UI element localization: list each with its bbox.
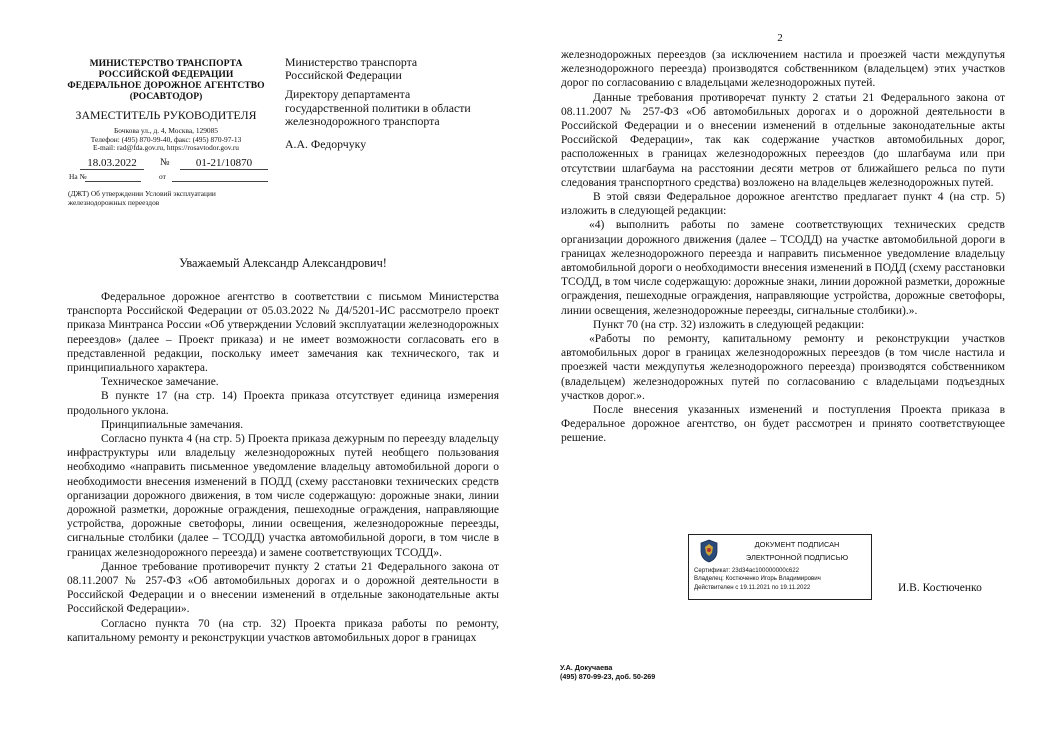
coat-of-arms-icon — [697, 538, 721, 564]
phone-line: Телефон: (495) 870-99-40, факс: (495) 870-97-13 — [90, 134, 242, 144]
addressee-line: Российской Федерации — [285, 68, 402, 83]
reference-row — [66, 172, 271, 184]
ministry-line: (РОСАВТОДОР) — [129, 91, 203, 102]
letter-page-2 — [520, 0, 1040, 730]
reference-date-label: от — [159, 172, 166, 181]
address-line: Бочкова ул., д. 4, Москва, 129085 — [113, 126, 219, 135]
reference-number-label: На № — [69, 172, 87, 181]
letter-number: 01-21/10870 — [180, 157, 268, 170]
addressee-position — [285, 88, 500, 128]
body-paragraph: В пункте 17 (на стр. 14) Проекта приказа отсутствует единица измерения продольного уклона. — [67, 390, 499, 417]
letter-body-page-2 — [561, 48, 1005, 446]
body-paragraph: Данное требование противоречит пункту 2 статьи 21 Федерального закона от 08.11.2007 № 257-ФЗ «Об автомобильных дорогах и о дорожной деятельности в Российской Федерации и о внесении изменений в отдельные законодательные акты Российской Федерации». — [67, 560, 499, 616]
body-paragraph: Пункт 70 (на стр. 32) изложить в следующей редакции: — [593, 318, 865, 331]
signatory-name: И.В. Костюченко — [898, 582, 982, 594]
addressee-line: железнодорожного транспорта — [285, 113, 440, 128]
email-line: E-mail: rad@fda.gov.ru, https://rosavtodor.gov.ru — [92, 143, 240, 153]
letter-date: 18.03.2022 — [80, 157, 144, 170]
addressee-line: государственной политики в области — [285, 100, 471, 115]
proposed-wording: «Работы по ремонту, капитальному ремонту и реконструкции участков автомобильных дорог в границах железнодорожных переездов (в том числе настила и проезжей части междупутья железнодорожного переезда) производятся собственником (владельцем) железнодорожных путей по согласованию с владельцами подъездных участков дорог.». — [561, 333, 1005, 402]
electronic-signature-stamp — [688, 534, 872, 600]
number-sign: № — [160, 157, 170, 168]
letter-body-page-1 — [67, 290, 499, 645]
registration-row — [66, 157, 271, 171]
body-paragraph: Согласно пункта 4 (на стр. 5) Проекта приказа дежурным по переезду владельцу инфраструктуры или владельцу железнодорожных путей необщего пользования необходимо «направить письменное уведомление владельцу автомобильной дороги о необходимости внесения изменений в ПОДД (схему расстановки технических средств организации дорожного движения, в том числе содержащую: дорожные знаки, линии дорожной разметки, дорожные ограждения, пешеходные ограждения, направляющие устройства, дорожные светофоры, линии освещения, железнодорожные переезды, сигнальные столбики (далее – ТСОДД) участка автомобильной дороги, в том числе в границах железнодорожного переезда) и замене соответствующих ТСОДД». — [67, 433, 499, 559]
page-number: 2 — [777, 32, 783, 44]
addressee-line: Директору департамента — [285, 87, 411, 102]
certificate-validity: Действителен с 19.11.2021 по 19.11.2022 — [694, 583, 811, 591]
ministry-line: ФЕДЕРАЛЬНОЕ ДОРОЖНОЕ АГЕНТСТВО — [67, 80, 265, 91]
signature-title-line: ДОКУМЕНТ ПОДПИСАН — [754, 540, 840, 549]
letter-subject: (ДЖТ) Об утверждении Условий эксплуатации железнодорожных переездов — [68, 189, 216, 207]
addressee-block — [285, 56, 500, 151]
ministry-line: МИНИСТЕРСТВО ТРАНСПОРТА — [89, 58, 243, 69]
signature-title — [727, 538, 867, 564]
sender-position: ЗАМЕСТИТЕЛЬ РУКОВОДИТЕЛЯ — [75, 108, 257, 122]
sender-contacts — [66, 127, 266, 153]
addressee-organization — [285, 56, 500, 82]
addressee-line: Министерство транспорта — [285, 55, 418, 69]
signature-title-line: ЭЛЕКТРОННОЙ ПОДПИСЬЮ — [745, 553, 849, 562]
body-paragraph: Принципиальные замечания. — [101, 418, 244, 431]
addressee-name: А.А. Федорчуку — [285, 137, 367, 152]
reference-date-blank — [172, 181, 268, 182]
body-paragraph: Согласно пункта 70 (на стр. 32) Проекта приказа работы по ремонту, капитальному ремонту и реконструкции участков автомобильных дорог в границах — [67, 617, 499, 644]
body-paragraph: Данные требования противоречат пункту 2 статьи 21 Федерального закона от 08.11.2007 № 257-ФЗ «Об автомобильных дорогах и о дорожной деятельности в Российской Федерации и о внесении изменений в отдельные законодательные акты Российской Федерации», так как содержание участков автомобильных дорог, расположенных в границах железнодорожных переездов (до шлагбаума или при отсутствии шлагбаума на расстоянии десяти метров от ближайшего рельса по пути следования транспортного средства) возложено на владельцев железнодорожных путей. — [561, 91, 1005, 189]
executor-name: У.А. Докучаева — [560, 663, 613, 672]
body-paragraph: После внесения указанных изменений и поступления Проекта приказа в Федеральное дорожное агентство, он будет рассмотрен и принято соответствующее решение. — [561, 404, 1005, 445]
ministry-header — [66, 58, 266, 102]
reference-number-blank — [85, 181, 141, 182]
executor-phone: (495) 870-99-23, доб. 50-269 — [560, 671, 656, 681]
proposed-wording: «4) выполнить работы по замене соответствующих технических средств организации дорожного движения (далее – ТСОДД) на участке автомобильной дороги в границах железнодорожного переезда и направить письменное уведомление владельцу автомобильной дороги о необходимости внесения изменений в ПОДД (схему расстановки ТСОДД, в том числе содержащую: дорожные знаки, линии дорожной разметки, дорожные ограждения, пешеходные ограждения, направляющие устройства, дорожные светофоры, линии освещения, железнодорожные переезды, сигнальные столбики).». — [561, 219, 1005, 317]
salutation: Уважаемый Александр Александрович! — [179, 256, 387, 270]
body-paragraph: железнодорожных переездов (за исключением настила и проезжей части междупутья железнодорожного переезда) производятся собственником (владельцем) этих участков дорог по согласованию с владельцами железнодорожных путей. — [561, 49, 1005, 90]
certificate-number: Сертификат: 23d34ac100000000c622 — [694, 567, 799, 574]
body-paragraph: Техническое замечание. — [101, 376, 219, 389]
body-paragraph: В этой связи Федеральное дорожное агентство предлагает пункт 4 (на стр. 5) изложить в следующей редакции: — [561, 191, 1005, 218]
certificate-details — [694, 567, 870, 592]
certificate-owner: Владелец: Костюченко Игорь Владимирович — [694, 575, 821, 583]
body-paragraph: Федеральное дорожное агентство в соответствии с письмом Министерства транспорта Российской Федерации от 05.03.2022 № Д4/5201-ИС рассмотрело проект приказа Минтранса России «Об утверждении Условий эксплуатации железнодорожных переездов» (далее – Проект приказа) и не имеет возможности согласовать его в представленной редакции, поскольку имеет замечания как технического, так и принципиального характера. — [67, 291, 499, 375]
ministry-line: РОССИЙСКОЙ ФЕДЕРАЦИИ — [98, 69, 234, 80]
executor-info — [560, 664, 655, 682]
